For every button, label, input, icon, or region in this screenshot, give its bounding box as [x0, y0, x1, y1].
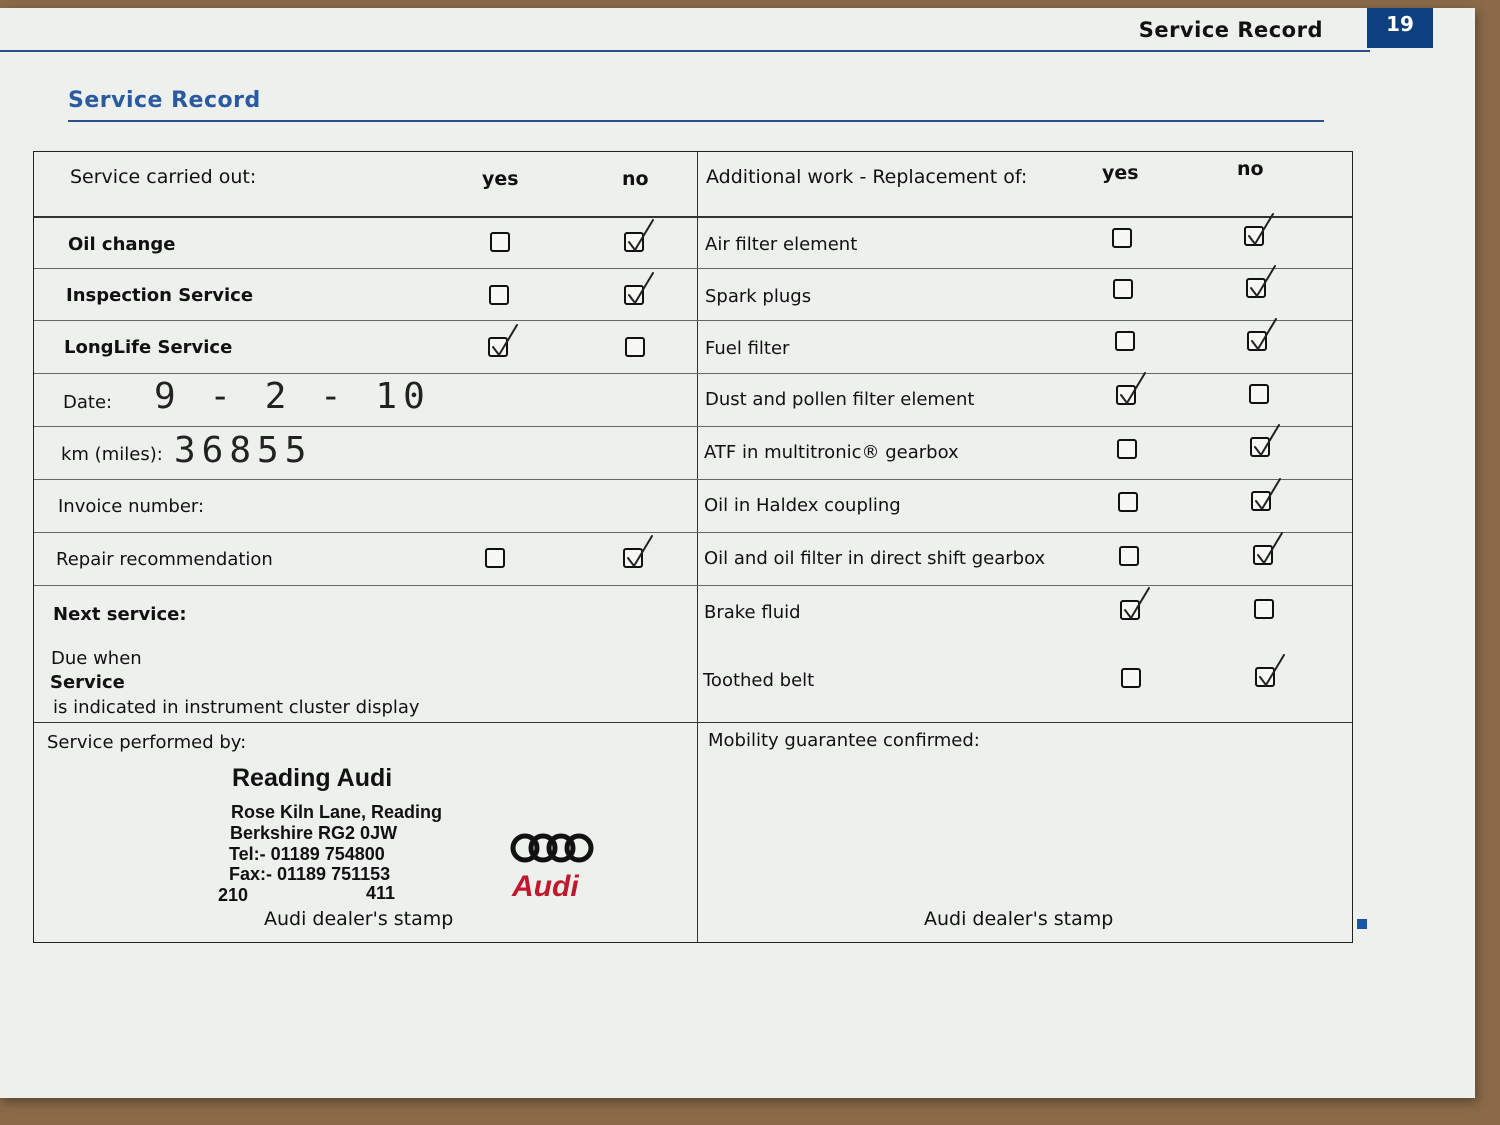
- due-when-label: Due when: [51, 648, 142, 669]
- checkmark-icon: [1249, 423, 1283, 461]
- row-divider: [34, 532, 1352, 533]
- due-service-label: Service: [50, 672, 125, 693]
- section-title: Service Record: [68, 88, 261, 113]
- left-dealer-stamp-caption: Audi dealer's stamp: [264, 908, 454, 930]
- haldex-no-checkbox[interactable]: [1251, 491, 1271, 511]
- date-value: 9 - 2 - 10: [154, 376, 431, 417]
- row-divider: [34, 373, 1352, 374]
- mobility-guarantee-label: Mobility guarantee confirmed:: [708, 730, 980, 751]
- row-divider: [34, 268, 1352, 269]
- service-carried-out-heading: Service carried out:: [70, 166, 257, 188]
- brake-fluid-yes-checkbox[interactable]: [1120, 600, 1140, 620]
- km-value: 36855: [174, 430, 313, 471]
- left-yes-label: yes: [482, 168, 519, 190]
- row-divider: [34, 426, 1352, 427]
- oil-change-no-checkbox[interactable]: [624, 232, 644, 252]
- pollen-filter-no-checkbox[interactable]: [1249, 384, 1269, 404]
- repair-yes-checkbox[interactable]: [485, 548, 505, 568]
- oil-change-yes-checkbox[interactable]: [490, 232, 510, 252]
- spark-plugs-yes-checkbox[interactable]: [1113, 279, 1133, 299]
- checkmark-icon: [1246, 317, 1280, 355]
- additional-work-heading: Additional work - Replacement of:: [706, 166, 1028, 188]
- atf-gearbox-label: ATF in multitronic® gearbox: [704, 442, 959, 463]
- checkmark-icon: [487, 323, 521, 361]
- invoice-label: Invoice number:: [58, 496, 205, 517]
- oil-change-label: Oil change: [68, 234, 176, 255]
- brake-fluid-no-checkbox[interactable]: [1254, 599, 1274, 619]
- dsg-oil-no-checkbox[interactable]: [1253, 545, 1273, 565]
- dealer-code-b: 411: [366, 883, 396, 903]
- dsg-oil-label: Oil and oil filter in direct shift gearbox: [704, 548, 1046, 569]
- repair-no-checkbox[interactable]: [623, 548, 643, 568]
- header-title: Service Record: [1138, 18, 1323, 42]
- audi-wordmark: Audi: [512, 870, 579, 903]
- dealer-name: Reading Audi: [232, 764, 393, 792]
- lower-divider: [34, 722, 1352, 723]
- checkmark-icon: [622, 534, 656, 572]
- spark-plugs-no-checkbox[interactable]: [1246, 278, 1266, 298]
- dealer-fax-line: Fax:- 01189 751153: [229, 864, 391, 884]
- fuel-filter-no-checkbox[interactable]: [1247, 331, 1267, 351]
- checkmark-icon: [1119, 586, 1153, 624]
- toothed-belt-yes-checkbox[interactable]: [1121, 668, 1141, 688]
- column-divider: [697, 152, 698, 942]
- atf-gearbox-yes-checkbox[interactable]: [1117, 439, 1137, 459]
- dsg-oil-yes-checkbox[interactable]: [1119, 546, 1139, 566]
- row-divider: [34, 320, 1352, 321]
- haldex-yes-checkbox[interactable]: [1118, 492, 1138, 512]
- pollen-filter-label: Dust and pollen filter element: [705, 389, 975, 410]
- right-yes-label: yes: [1102, 162, 1139, 184]
- service-performed-label: Service performed by:: [47, 732, 247, 753]
- header-rule: [0, 50, 1370, 52]
- checkmark-icon: [1245, 264, 1279, 302]
- inspection-service-yes-checkbox[interactable]: [489, 285, 509, 305]
- service-record-page: [0, 8, 1475, 1098]
- longlife-service-no-checkbox[interactable]: [625, 337, 645, 357]
- right-dealer-stamp-caption: Audi dealer's stamp: [924, 908, 1114, 930]
- fuel-filter-label: Fuel filter: [705, 338, 790, 359]
- dealer-county-line: Berkshire RG2 0JW: [230, 823, 398, 843]
- toothed-belt-label: Toothed belt: [703, 670, 815, 691]
- checkmark-icon: [1252, 531, 1286, 569]
- atf-gearbox-no-checkbox[interactable]: [1250, 437, 1270, 457]
- repair-recommendation-label: Repair recommendation: [56, 549, 273, 570]
- row-divider: [34, 585, 1352, 586]
- section-rule: [68, 120, 1324, 122]
- dealer-tel-line: Tel:- 01189 754800: [229, 844, 385, 864]
- row-divider: [34, 479, 1352, 480]
- checkmark-icon: [1250, 477, 1284, 515]
- checkmark-icon: [623, 271, 657, 309]
- date-label: Date:: [63, 392, 113, 413]
- air-filter-no-checkbox[interactable]: [1244, 226, 1264, 246]
- right-no-label: no: [1237, 158, 1264, 180]
- pollen-filter-yes-checkbox[interactable]: [1116, 385, 1136, 405]
- brake-fluid-label: Brake fluid: [704, 602, 801, 623]
- checkmark-icon: [623, 218, 657, 256]
- km-label: km (miles):: [61, 444, 163, 465]
- longlife-service-yes-checkbox[interactable]: [488, 337, 508, 357]
- checkmark-icon: [1115, 371, 1149, 409]
- checkmark-icon: [1243, 212, 1277, 250]
- dealer-code-a: 210: [218, 885, 249, 905]
- inspection-service-label: Inspection Service: [66, 285, 254, 306]
- dealer-address-line: Rose Kiln Lane, Reading: [231, 802, 443, 822]
- inspection-service-no-checkbox[interactable]: [624, 285, 644, 305]
- page-number: 19: [1367, 8, 1433, 48]
- haldex-label: Oil in Haldex coupling: [704, 495, 901, 516]
- spark-plugs-label: Spark plugs: [705, 286, 812, 307]
- fuel-filter-yes-checkbox[interactable]: [1115, 331, 1135, 351]
- audi-rings-logo: [510, 831, 594, 865]
- longlife-service-label: LongLife Service: [64, 337, 233, 358]
- air-filter-label: Air filter element: [705, 234, 858, 255]
- header-divider: [34, 216, 1352, 218]
- air-filter-yes-checkbox[interactable]: [1112, 228, 1132, 248]
- due-cluster-label: is indicated in instrument cluster display: [53, 697, 420, 718]
- left-no-label: no: [622, 168, 649, 190]
- next-service-label: Next service:: [53, 604, 187, 625]
- toothed-belt-no-checkbox[interactable]: [1255, 667, 1275, 687]
- checkmark-icon: [1254, 653, 1288, 691]
- page-marker: [1357, 919, 1367, 929]
- service-form: [33, 151, 1353, 943]
